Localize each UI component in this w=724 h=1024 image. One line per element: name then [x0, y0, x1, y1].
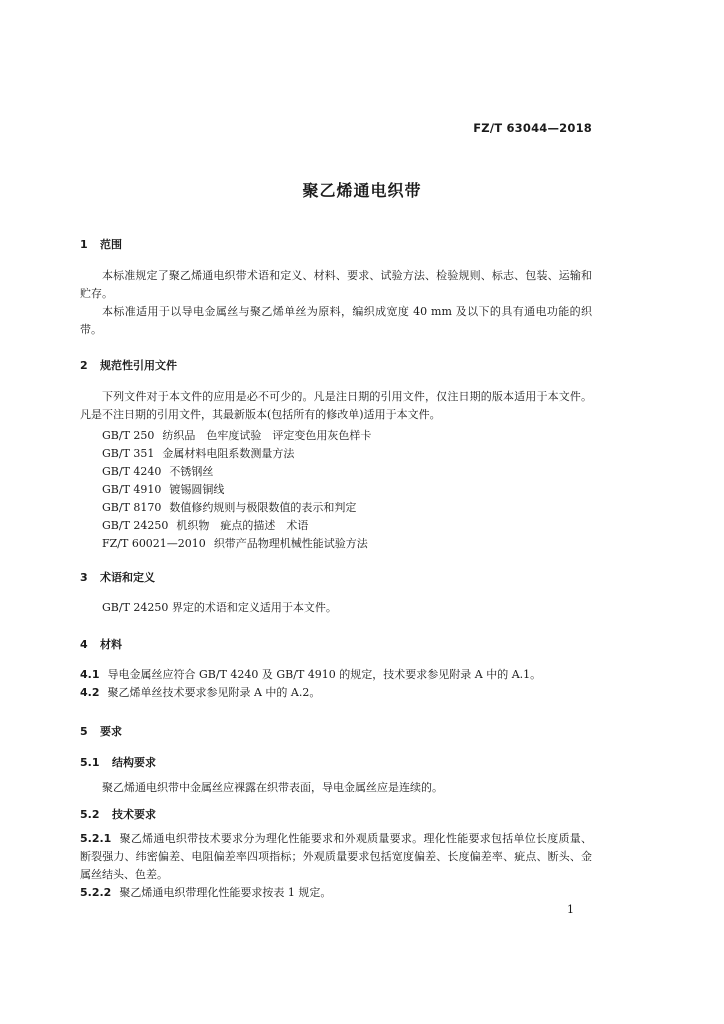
reference-name: 不锈钢丝	[169, 465, 214, 478]
clause-text: 聚乙烯单丝技术要求参见附录 A 中的 A.2。	[107, 686, 321, 699]
reference-item	[102, 481, 224, 497]
reference-name: 织带产品物理机械性能试验方法	[213, 537, 368, 550]
reference-code: GB/T 24250	[102, 519, 169, 532]
clause-text: 导电金属丝应符合 GB/T 4240 及 GB/T 4910 的规定，技术要求参见附录 A 中的 A.1。	[107, 668, 542, 681]
reference-item	[102, 463, 213, 479]
section-number: 2	[80, 359, 88, 372]
subsection-title: 技术要求	[112, 808, 156, 821]
section-2-heading	[80, 357, 177, 373]
reference-name: 镀锡圆铜线	[169, 483, 225, 496]
standard-code: FZ/T 63044—2018	[473, 121, 592, 135]
scope-paragraph-2: 本标准适用于以导电金属丝与聚乙烯单丝为原料，编织成宽度 40 mm 及以下的具有通电功能的织带。	[80, 305, 592, 336]
terms-paragraph: GB/T 24250 界定的术语和定义适用于本文件。	[102, 601, 337, 614]
reference-name: 金属材料电阻系数测量方法	[162, 447, 295, 460]
clause-number: 4.2	[80, 686, 100, 699]
section-title: 术语和定义	[100, 571, 155, 584]
subsection-number: 5.1	[80, 756, 100, 769]
clause-4-2	[80, 684, 592, 702]
structure-requirement-paragraph: 聚乙烯通电织带中金属丝应裸露在织带表面，导电金属丝应是连续的。	[102, 781, 443, 794]
clause-text: 聚乙烯通电织带理化性能要求按表 1 规定。	[119, 886, 332, 899]
clause-4-1	[80, 666, 592, 684]
section-number: 4	[80, 638, 88, 651]
subsection-title: 结构要求	[112, 756, 156, 769]
subsection-5-2-heading	[80, 806, 156, 822]
section-title: 材料	[100, 638, 122, 651]
section-5-heading	[80, 723, 122, 739]
clause-number: 5.2.1	[80, 832, 112, 845]
section-title: 范围	[100, 238, 122, 251]
reference-item	[102, 427, 371, 443]
section-number: 5	[80, 725, 88, 738]
reference-code: GB/T 4910	[102, 483, 162, 496]
reference-code: GB/T 351	[102, 447, 155, 460]
reference-item	[102, 535, 368, 551]
subsection-number: 5.2	[80, 808, 100, 821]
reference-item	[102, 499, 356, 515]
section-title: 要求	[100, 725, 122, 738]
reference-name: 数值修约规则与极限数值的表示和判定	[169, 501, 357, 514]
reference-item	[102, 517, 308, 533]
reference-item	[102, 445, 294, 461]
section-1-heading	[80, 236, 122, 252]
section-4-heading	[80, 636, 122, 652]
clause-number: 5.2.2	[80, 886, 112, 899]
section-number: 1	[80, 238, 88, 251]
clause-text: 聚乙烯通电织带技术要求分为理化性能要求和外观质量要求。理化性能要求包括单位长度质量、断裂强力、纬密偏差、电阻偏差率四项指标；外观质量要求包括宽度偏差、长度偏差率、疵点、断头、金属丝结头、色差。	[80, 832, 592, 881]
reference-code: GB/T 250	[102, 429, 155, 442]
clause-5-2-1	[80, 830, 592, 884]
document-title: 聚乙烯通电织带	[302, 181, 422, 200]
section-title: 规范性引用文件	[100, 359, 177, 372]
clause-number: 4.1	[80, 668, 100, 681]
page-number: 1	[567, 903, 574, 916]
subsection-5-1-heading	[80, 754, 156, 770]
scope-paragraph-1: 本标准规定了聚乙烯通电织带术语和定义、材料、要求、试验方法、检验规则、标志、包装、运输和贮存。	[80, 269, 592, 300]
references-intro: 下列文件对于本文件的应用是必不可少的。凡是注日期的引用文件，仅注日期的版本适用于本文件。凡是不注日期的引用文件，其最新版本(包括所有的修改单)适用于本文件。	[80, 390, 592, 421]
section-3-heading	[80, 569, 155, 585]
clause-5-2-2	[80, 884, 592, 902]
reference-code: GB/T 4240	[102, 465, 162, 478]
reference-name: 机织物 疵点的描述 术语	[176, 519, 309, 532]
reference-code: GB/T 8170	[102, 501, 162, 514]
reference-name: 纺织品 色牢度试验 评定变色用灰色样卡	[162, 429, 372, 442]
section-number: 3	[80, 571, 88, 584]
reference-code: FZ/T 60021—2010	[102, 537, 206, 550]
